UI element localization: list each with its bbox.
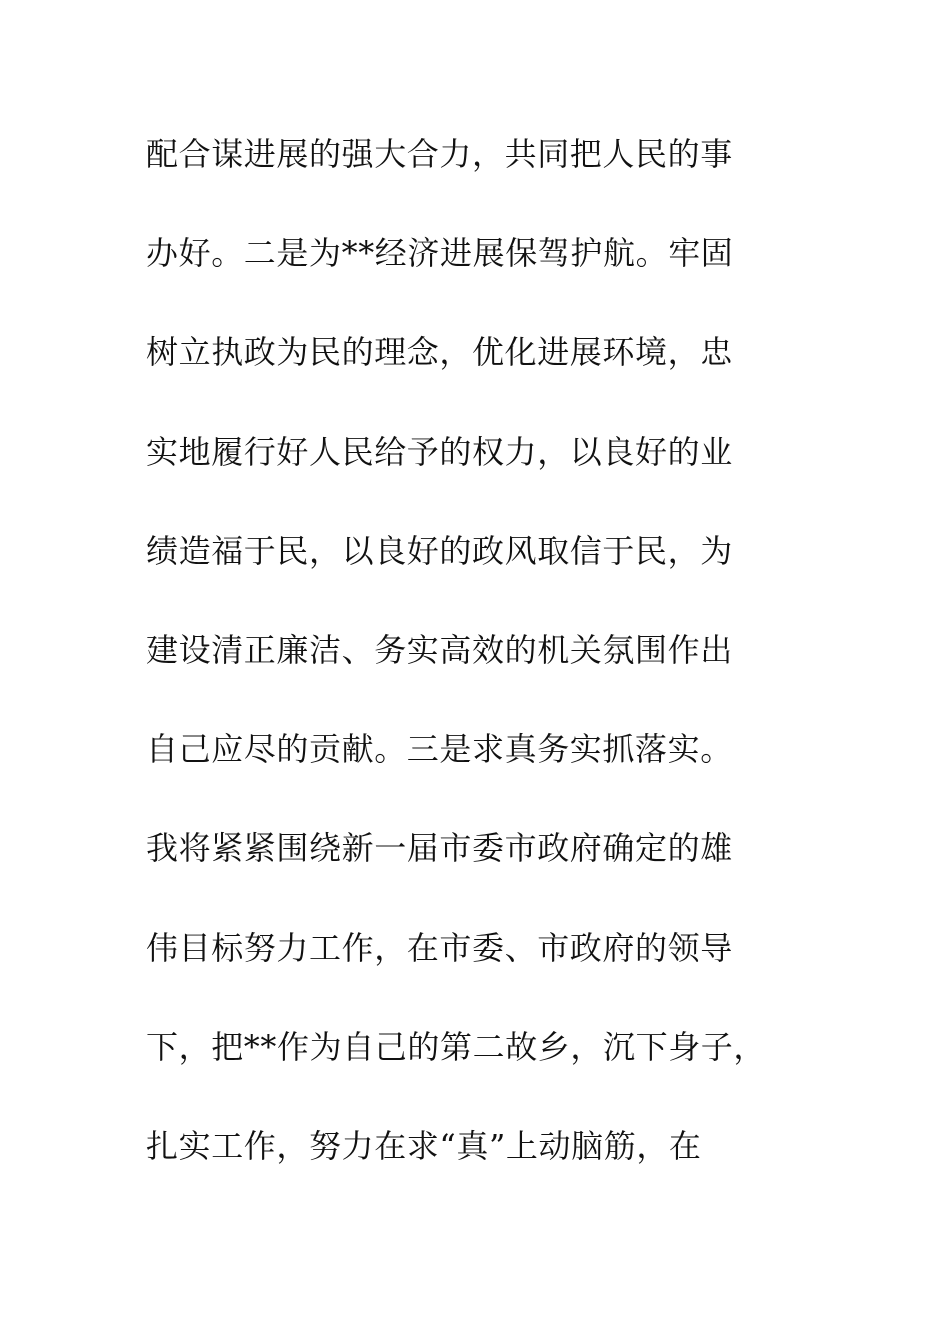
text-line: 下，把**作为自己的第二故乡，沉下身子， (146, 1027, 767, 1066)
body-text (146, 124, 846, 1215)
text-line: 建设清正廉洁、务实高效的机关氛围作出 (146, 630, 733, 669)
text-line: 伟目标努力工作，在市委、市政府的领导 (146, 928, 733, 967)
text-line: 自己应尽的贡献。三是求真务实抓落实。 (146, 730, 733, 769)
text-line: 扎实工作，努力在求“真”上动脑筋，在 (146, 1126, 702, 1165)
text-line: 配合谋进展的强大合力，共同把人民的事 (146, 135, 733, 173)
text-line: 实地履行好人民给予的权力，以良好的业 (146, 432, 733, 471)
text-line: 绩造福于民，以良好的政风取信于民，为 (146, 531, 733, 570)
text-line: 树立执政为民的理念，优化进展环境，忠 (146, 333, 733, 372)
text-line: 我将紧紧围绕新一届市委市政府确定的雄 (146, 829, 733, 868)
text-line: 办好。二是为**经济进展保驾护航。牢固 (146, 234, 734, 273)
